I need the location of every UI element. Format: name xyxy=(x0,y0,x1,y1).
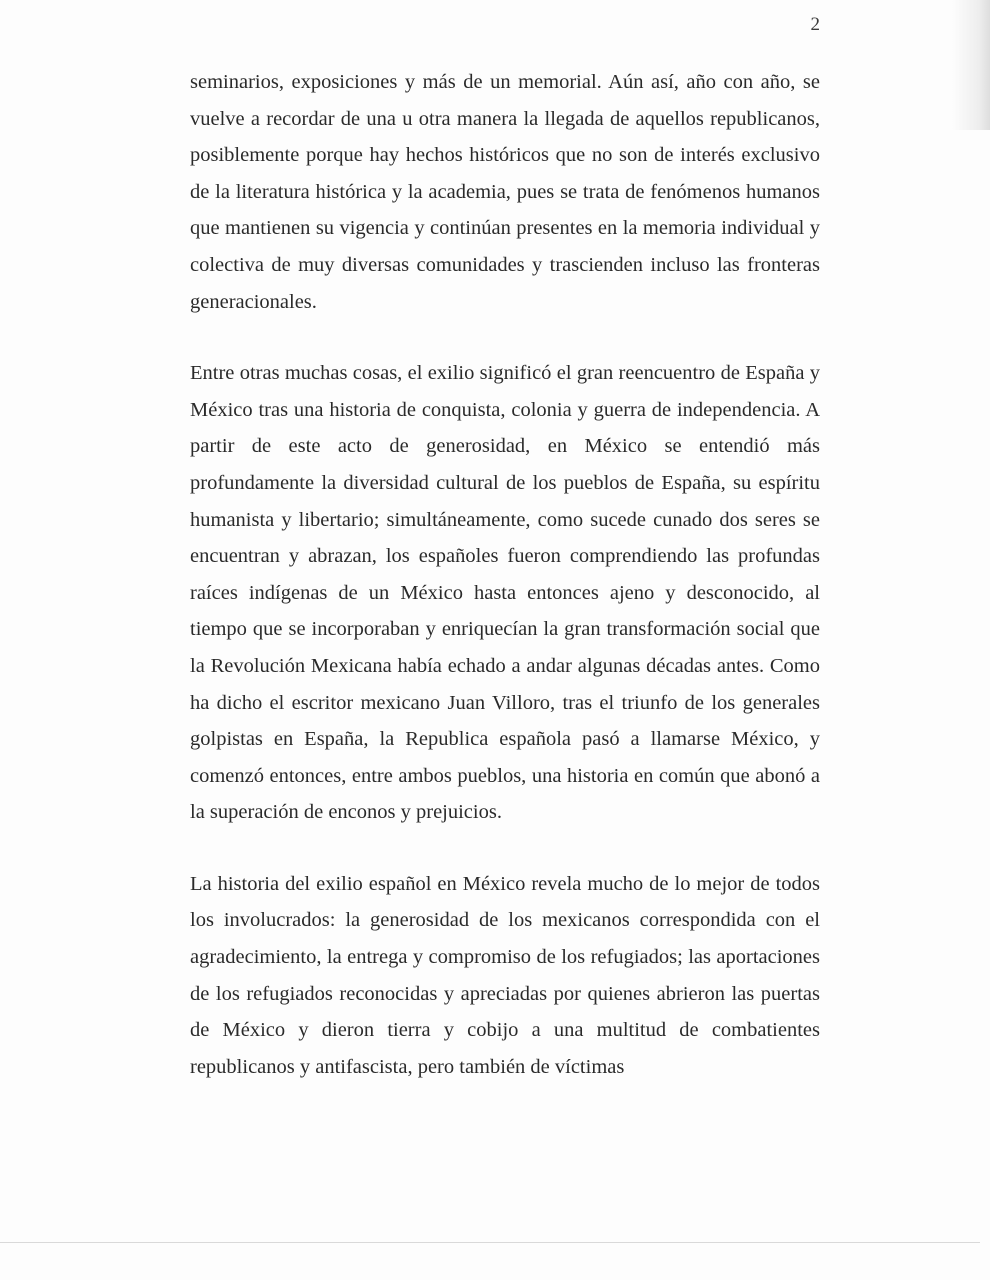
scan-edge-line xyxy=(0,1242,980,1243)
paragraph-3: La historia del exilio español en México revela mucho de lo mejor de todos los involucrados: la generosidad de los mexicanos correspondida con el agradecimiento, la entrega y compromiso de los refugiados; las aportaciones de los refugiados reconocidas y apreciadas por quienes abrieron las puertas de México y dieron tierra y cobijo a una multitud de combatientes republicanos y antifascista, pero también de víctimas xyxy=(190,872,820,1078)
body-text xyxy=(190,64,820,1085)
scan-edge-shadow xyxy=(952,0,990,130)
paragraph-1: seminarios, exposiciones y más de un memorial. Aún así, año con año, se vuelve a recordar de una u otra manera la llegada de aquellos republicanos, posiblemente porque hay hechos históricos que no son de interés exclusivo de la literatura histórica y la academia, pues se trata de fenómenos humanos que mantienen su vigencia y continúan presentes en la memoria individual y colectiva de muy diversas comunidades y trascienden incluso las fronteras generacionales. xyxy=(190,71,820,313)
page-number: 2 xyxy=(810,14,820,35)
paragraph-2: Entre otras muchas cosas, el exilio significó el gran reencuentro de España y México tras una historia de conquista, colonia y guerra de independencia. A partir de este acto de generosidad, en México se entendió más profundamente la diversidad cultural de los pueblos de España, su espíritu humanista y libertario; simultáneamente, como sucede cunado dos seres se encuentran y abrazan, los españoles fueron comprendiendo las profundas raíces indígenas de un México hasta entonces ajeno y desconocido, al tiempo que se incorporaban y enriquecían la gran transformación social que la Revolución Mexicana había echado a andar algunas décadas antes. Como ha dicho el escritor mexicano Juan Villoro, tras el triunfo de los generales golpistas en España, la Republica española pasó a llamarse México, y comenzó entonces, entre ambos pueblos, una historia en común que abonó a la superación de enconos y prejuicios. xyxy=(190,362,820,824)
